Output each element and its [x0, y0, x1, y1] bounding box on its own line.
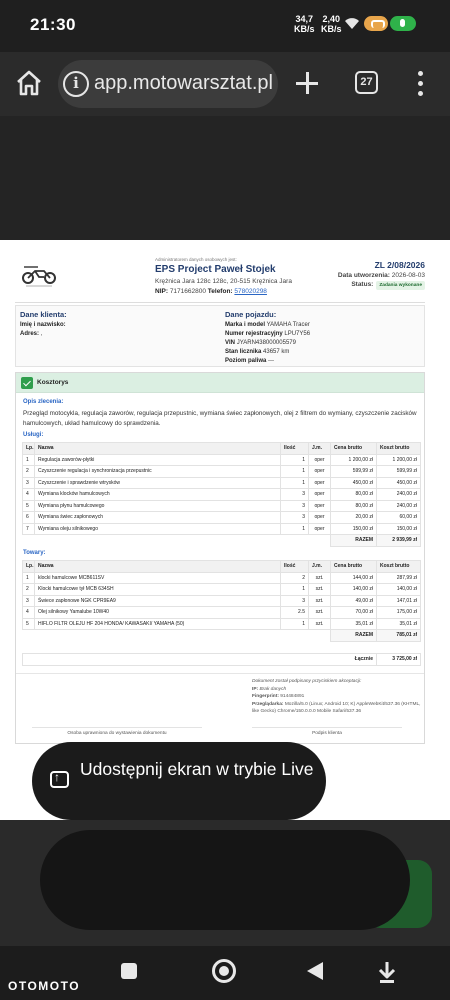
total-row	[23, 535, 421, 547]
order-description: Przegląd motocykla, regulacja zaworów, regulacja przepustnic, wymiana świec zapłonowych, olej z filtrem do wymiany, czyszczenie zacisków hamulcowych, układ hamulcowy do sprawdzenia.	[23, 410, 417, 427]
client-title: Dane klienta:	[20, 310, 67, 319]
col-name: Nazwa	[35, 561, 281, 573]
table-row	[23, 595, 421, 607]
col-name: Nazwa	[35, 443, 281, 455]
total-value: 785,01 zł	[377, 630, 421, 642]
cell-lp: 4	[23, 607, 35, 619]
grand-total-row	[23, 654, 421, 666]
estimate-card	[15, 372, 425, 744]
document-number: ZL 2/08/2026	[374, 260, 425, 270]
share-screen-live-chip[interactable]	[32, 742, 326, 820]
cell-qty: 1	[281, 618, 309, 630]
cell-name: klocki hamulcowe MCB611SV	[35, 572, 281, 584]
clock: 21:30	[30, 15, 76, 34]
client-name-row: Imię i nazwisko:	[20, 322, 66, 328]
workshop-logo	[18, 262, 60, 288]
table-row	[23, 523, 421, 535]
cell-price: 150,00 zł	[331, 523, 377, 535]
grand-total-table	[22, 653, 421, 666]
cell-unit: oper	[309, 523, 331, 535]
order-desc-label: Opis zlecenia:	[23, 399, 64, 405]
cell-lp: 1	[23, 572, 35, 584]
cell-cost: 140,00 zł	[377, 584, 421, 596]
col-lp: Lp.	[23, 443, 35, 455]
goods-table	[22, 560, 421, 642]
cell-name: Wymiana klocków hamulcowych	[35, 489, 281, 501]
cell-cost: 35,01 zł	[377, 618, 421, 630]
cell-cost: 60,00 zł	[377, 512, 421, 524]
table-row	[23, 500, 421, 512]
overlay-panel	[40, 830, 410, 930]
col-lp: Lp.	[23, 561, 35, 573]
cell-qty: 3	[281, 512, 309, 524]
cell-price: 144,00 zł	[331, 572, 377, 584]
services-table	[22, 442, 421, 547]
signature-browser: Przeglądarka: Mozilla/5.0 (Linux; Android 10; K) AppleWebKit/537.36 (KHTML, like Gecko) Chrome/150.0.0.0 Mobile Safari/537.36	[252, 701, 421, 714]
cell-unit: oper	[309, 512, 331, 524]
wifi-icon	[344, 16, 360, 30]
site-info-icon[interactable]: i	[63, 71, 89, 97]
watermark-text: OTOMOTO	[8, 979, 81, 993]
services-label: Usługi:	[23, 432, 44, 438]
home-button-icon[interactable]	[212, 959, 236, 983]
col-unit: J.m.	[309, 561, 331, 573]
total-row	[23, 630, 421, 642]
cell-qty: 3	[281, 500, 309, 512]
cell-unit: szt.	[309, 618, 331, 630]
vehicle-vin-row: VIN JYARN438000005579	[225, 340, 296, 346]
cell-cost: 450,00 zł	[377, 477, 421, 489]
status-bar	[0, 0, 450, 52]
col-price: Cena brutto	[331, 443, 377, 455]
cell-unit: oper	[309, 500, 331, 512]
total-label: RAZEM	[331, 630, 377, 642]
col-cost: Koszt brutto	[377, 443, 421, 455]
cell-qty: 1	[281, 477, 309, 489]
url-text: app.motowarsztat.pl	[94, 72, 273, 94]
table-header-row	[23, 561, 421, 573]
cell-price: 599,99 zł	[331, 466, 377, 478]
total-spacer	[23, 630, 331, 642]
cell-lp: 7	[23, 523, 35, 535]
cell-lp: 5	[23, 500, 35, 512]
keyboard-hide-icon[interactable]	[376, 959, 398, 985]
cell-lp: 1	[23, 454, 35, 466]
header-divider	[15, 302, 425, 303]
cell-name: Wymiana świec zapłonowych	[35, 512, 281, 524]
cell-cost: 175,00 zł	[377, 607, 421, 619]
table-row	[23, 466, 421, 478]
table-row	[23, 618, 421, 630]
grand-total-label: Łącznie	[23, 654, 377, 666]
table-row	[23, 512, 421, 524]
cell-price: 20,00 zł	[331, 512, 377, 524]
total-value: 2 939,99 zł	[377, 535, 421, 547]
table-row	[23, 477, 421, 489]
cell-name: Świece zapłonowe NGK CPR9EA9	[35, 595, 281, 607]
issuer-signature-caption: Osoba uprawniona do wystawienia dokumentu	[32, 727, 202, 736]
cell-lp: 3	[23, 595, 35, 607]
vehicle-reg-row: Numer rejestracyjny LPU7Y56	[225, 331, 311, 337]
cell-qty: 1	[281, 454, 309, 466]
cell-price: 1 200,00 zł	[331, 454, 377, 466]
signature-info	[252, 678, 422, 716]
cell-qty: 2.5	[281, 607, 309, 619]
admin-label: Administratorem danych osobowych jest:	[155, 257, 237, 262]
signature-note: Dokument został podpisany przyciskiem akceptacji:	[252, 679, 362, 684]
cell-price: 80,00 zł	[331, 489, 377, 501]
mic-indicator-icon	[390, 16, 416, 31]
cell-cost: 240,00 zł	[377, 500, 421, 512]
page-background	[0, 116, 450, 240]
cell-unit: oper	[309, 466, 331, 478]
cell-name: Olej silnikowy Yamalube 10W40	[35, 607, 281, 619]
cell-name: Regulacja zaworów-płytki	[35, 454, 281, 466]
cell-unit: szt.	[309, 595, 331, 607]
table-row	[23, 454, 421, 466]
company-name: EPS Project Paweł Stojek	[155, 264, 276, 275]
client-vehicle-box	[15, 305, 425, 367]
share-screen-icon	[50, 771, 69, 788]
total-label: RAZEM	[331, 535, 377, 547]
goods-rows	[23, 572, 421, 641]
table-header-row	[23, 443, 421, 455]
back-icon[interactable]	[307, 962, 323, 980]
estimate-title: Kosztorys	[37, 379, 69, 386]
nip-phone-line: NIP: 7171662800 Telefon: 578020298	[155, 288, 267, 295]
call-indicator-icon	[364, 16, 388, 31]
phone-link[interactable]: 578020298	[234, 288, 267, 295]
cell-name: Klocki hamulcowe tył MCB 634SH	[35, 584, 281, 596]
cell-unit: oper	[309, 489, 331, 501]
cell-lp: 3	[23, 477, 35, 489]
signature-ip: IP: Brak danych	[252, 686, 287, 692]
network-speed-1: 34,7 KB/s	[294, 14, 315, 34]
document-status: Status: Zadania wykonane	[351, 281, 425, 290]
cell-unit: szt.	[309, 584, 331, 596]
vehicle-title: Dane pojazdu:	[225, 310, 277, 319]
table-row	[23, 572, 421, 584]
checkbox-checked-icon[interactable]	[21, 377, 33, 389]
document-page[interactable]	[0, 240, 450, 820]
new-tab-icon[interactable]	[294, 70, 320, 96]
col-qty: Ilość	[281, 443, 309, 455]
total-spacer	[23, 535, 331, 547]
cell-qty: 1	[281, 523, 309, 535]
cell-qty: 3	[281, 489, 309, 501]
vehicle-fuel-row: Poziom paliwa ---	[225, 358, 275, 364]
col-unit: J.m.	[309, 443, 331, 455]
status-badge: Zadania wykonane	[376, 281, 425, 290]
signature-divider	[16, 673, 424, 674]
cell-lp: 2	[23, 466, 35, 478]
cell-name: Czyszczenie i sprawdzenie wtrysków	[35, 477, 281, 489]
client-signature-caption: Podpis klienta	[252, 727, 402, 736]
overflow-menu-icon[interactable]	[416, 71, 424, 97]
cell-price: 450,00 zł	[331, 477, 377, 489]
signature-fingerprint: Fingerprint: 914484891	[252, 694, 305, 699]
cell-price: 140,00 zł	[331, 584, 377, 596]
table-row	[23, 607, 421, 619]
share-screen-text: Udostępnij ekran w trybie Live	[80, 759, 314, 779]
col-qty: Ilość	[281, 561, 309, 573]
estimate-header[interactable]	[16, 373, 424, 393]
table-row	[23, 584, 421, 596]
grand-total-value: 3 725,00 zł	[377, 654, 421, 666]
cell-qty: 3	[281, 595, 309, 607]
cell-lp: 5	[23, 618, 35, 630]
cell-cost: 1 200,00 zł	[377, 454, 421, 466]
col-price: Cena brutto	[331, 561, 377, 573]
cell-unit: szt.	[309, 607, 331, 619]
cell-cost: 287,99 zł	[377, 572, 421, 584]
company-address: Krężnica Jara 128c 128c, 20-515 Krężnica Jara	[155, 278, 292, 285]
address-bar[interactable]	[58, 60, 278, 108]
home-icon[interactable]	[14, 68, 44, 98]
cell-name: Wymiana oleju silnikowego	[35, 523, 281, 535]
cell-price: 70,00 zł	[331, 607, 377, 619]
cell-price: 49,00 zł	[331, 595, 377, 607]
cell-price: 80,00 zł	[331, 500, 377, 512]
cell-name: Czyszczenie regulacja i synchronizacja przepustnic	[35, 466, 281, 478]
created-date: Data utworzenia: 2026-08-03	[337, 272, 425, 279]
client-address-row: Adres: ,	[20, 331, 43, 337]
cell-cost: 150,00 zł	[377, 523, 421, 535]
cell-cost: 599,99 zł	[377, 466, 421, 478]
vehicle-make-row: Marka i model YAMAHA Tracer	[225, 322, 310, 328]
table-row	[23, 489, 421, 501]
cell-cost: 240,00 zł	[377, 489, 421, 501]
cell-name: Wymiana płynu hamulcowego	[35, 500, 281, 512]
cell-qty: 1	[281, 466, 309, 478]
goods-label: Towary:	[23, 550, 46, 556]
cell-lp: 2	[23, 584, 35, 596]
cell-qty: 1	[281, 584, 309, 596]
cell-cost: 147,01 zł	[377, 595, 421, 607]
cell-unit: oper	[309, 454, 331, 466]
cell-unit: szt.	[309, 572, 331, 584]
system-nav-bar	[0, 946, 450, 1000]
cell-unit: oper	[309, 477, 331, 489]
cell-price: 35,01 zł	[331, 618, 377, 630]
col-cost: Koszt brutto	[377, 561, 421, 573]
services-rows	[23, 454, 421, 546]
cell-lp: 4	[23, 489, 35, 501]
cell-name: HIFLO FILTR OLEJU HF 204 HONDA/ KAWASAKI/ YAMAHA (50)	[35, 618, 281, 630]
recents-icon[interactable]	[121, 963, 137, 979]
vehicle-mileage-row: Stan licznika 43657 km	[225, 349, 290, 355]
cell-qty: 2	[281, 572, 309, 584]
tab-switcher-button[interactable]: 27	[355, 71, 378, 94]
browser-toolbar	[0, 52, 450, 116]
cell-lp: 6	[23, 512, 35, 524]
network-speed-2: 2,40 KB/s	[321, 14, 342, 34]
